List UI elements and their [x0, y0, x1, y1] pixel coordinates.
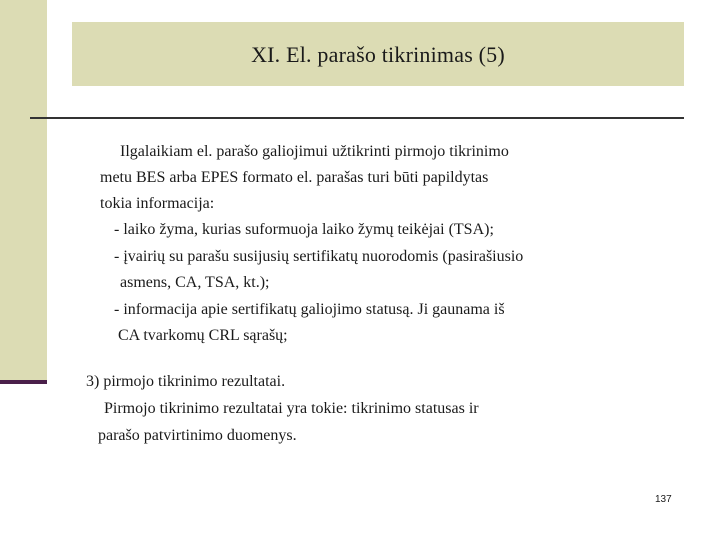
body-line: tokia informacija:	[100, 195, 215, 212]
body-line: metu BES arba EPES formato el. parašas turi būti papildytas	[100, 169, 489, 186]
body-line: Ilgalaikiam el. parašo galiojimui užtikrinti pirmojo tikrinimo	[120, 143, 509, 160]
page-number: 137	[655, 494, 672, 505]
body-line: CA tvarkomų CRL sąrašų;	[118, 327, 288, 344]
body-line: - laiko žyma, kurias suformuoja laiko žymų teikėjai (TSA);	[114, 221, 494, 238]
slide-title: XI. El. parašo tikrinimas (5)	[251, 42, 505, 67]
body-line: Pirmojo tikrinimo rezultatai yra tokie: tikrinimo statusas ir	[104, 400, 479, 417]
body-line: asmens, CA, TSA, kt.);	[120, 274, 270, 291]
body-line: 3) pirmojo tikrinimo rezultatai.	[86, 373, 286, 390]
body-line: - informacija apie sertifikatų galiojimo statusą. Ji gaunama iš	[114, 301, 505, 318]
body-line: parašo patvirtinimo duomenys.	[98, 427, 297, 444]
body-line: - įvairių su parašu susijusių sertifikatų nuorodomis (pasirašiusio	[114, 248, 524, 265]
